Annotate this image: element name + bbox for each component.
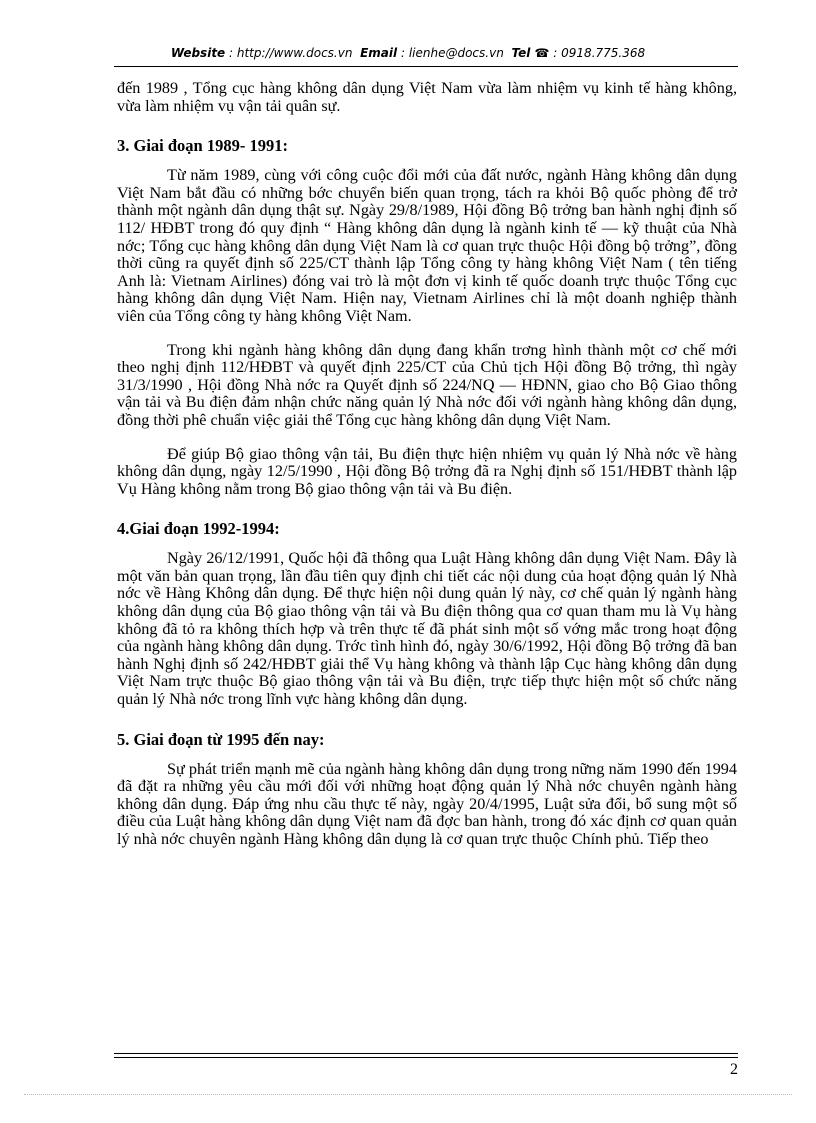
page-number: 2 bbox=[730, 1061, 738, 1078]
phone-label: Tel ☎ bbox=[511, 46, 550, 60]
footer-divider-bottom bbox=[114, 1057, 738, 1058]
footer-divider-top bbox=[114, 1053, 738, 1054]
section-4-heading: 4.Giai đoạn 1992-1994: bbox=[117, 519, 280, 539]
intro-paragraph: đến 1989 , Tổng cục hàng không dân dụng Việt Nam vừa làm nhiệm vụ kinh tế hàng không, vừa làm nhiệm vụ vận tải quân sự. bbox=[117, 79, 737, 115]
section-4-paragraph-1: Ngày 26/12/1991, Quốc hội đã thông qua Luật Hàng không dân dụng Việt Nam. Đây là một văn bản quan trọng, lần đầu tiên quy định chi tiết các nội dung của hoạt động quản lý Nhà nớc về Hàng Không dân dụng. Để thực hiện nội dung quản lý này, cơ chế quản lý ngành hàng không dân dụng của Bộ giao thông vận tải và Bu điện thông qua cơ quan tham mu là Vụ hàng không đã tỏ ra không thích hợp và trên thực tế đã phát sinh một số vớng mắc trong hoạt động của ngành hàng không dân dụng. Trớc tình hình đó, ngày 30/6/1992, Hội đồng Bộ trởng đã ban hành Nghị định số 242/HĐBT giải thể Vụ hàng không và thành lập Cục hàng không dân dụng Việt Nam trực thuộc Bộ giao thông vận tải và Bu điện, trực tiếp thực hiện một số chức năng quản lý Nhà nớc trong lĩnh vực hàng không dân dụng. bbox=[117, 549, 737, 709]
section-3-paragraph-2: Trong khi ngành hàng không dân dụng đang khẩn trơng hình thành một cơ chế mới theo nghị định 112/HĐBT và quyết định 225/CT của Chủ tịch Hội đồng Bộ trởng, thì ngày 31/3/1990 , Hội đồng Nhà nớc ra Quyết định số 224/NQ — HĐNN, giao cho Bộ Giao thông vận tải và Bu điện đảm nhận chức năng quản lý Nhà nớc đối với ngành hàng không dân dụng, đồng thời phê chuẩn việc giải thể Tổng cục hàng không dân dụng Việt Nam. bbox=[117, 340, 737, 429]
page-bottom-border bbox=[24, 1094, 792, 1095]
email-address: : lienhe@docs.vn bbox=[400, 46, 504, 60]
header-divider bbox=[114, 66, 738, 67]
section-3-paragraph-1: Từ năm 1989, cùng với công cuộc đổi mới của đất nước, ngành Hàng không dân dụng Việt Nam bắt đầu có những bớc chuyển biến quan trọng, tách ra khỏi Bộ quốc phòng để trở thành một ngành dân dụng thật sự. Ngày 29/8/1989, Hội đồng Bộ trởng ban hành nghị định số 112/ HĐBT trong đó quy định “ Hàng không dân dụng là ngành kinh tế — kỹ thuật của Nhà nớc; Tổng cục hàng không dân dụng Việt Nam là cơ quan trực thuộc Hội đồng bộ trởng”, đồng thời cũng ra quyết định số 225/CT thành lập Tổng công ty hàng không Việt Nam ( tên tiếng Anh là: Vietnam Airlines) đóng vai trò là một đơn vị kinh tế quốc doanh trực thuộc Tổng cục hàng không dân dụng Việt Nam. Hiện nay, Vietnam Airlines chỉ là một doanh nghiệp thành viên của Tổng công ty hàng không Việt Nam. bbox=[117, 166, 737, 325]
section-3-paragraph-3: Để giúp Bộ giao thông vận tải, Bu điện thực hiện nhiệm vụ quản lý Nhà nớc về hàng không dân dụng, ngày 12/5/1990 , Hội đồng Bộ trởng đã ra Nghị định số 151/HĐBT thành lập Vụ Hàng không nằm trong Bộ giao thông vận tải và Bu điện. bbox=[117, 444, 737, 498]
document-body bbox=[117, 80, 737, 849]
page-header bbox=[0, 46, 816, 60]
website-url: : http://www.docs.vn bbox=[229, 46, 353, 60]
section-5-paragraph-1: Sự phát triển mạnh mẽ của ngành hàng không dân dụng trong nững năm 1990 đến 1994 đã đặt ra những yêu cầu mới đối với những hoạt động quản lý Nhà nớc chuyên ngành hàng không dân dụng. Đáp ứng nhu cầu thực tế này, ngày 20/4/1995, Luật sửa đổi, bổ sung một số điều của Luật hàng không dân dụng Việt nam đã đợc ban hành, trong đó xác định cơ quan quản lý nhà nớc chuyên ngành Hàng không dân dụng là cơ quan trực thuộc Chính phủ. Tiếp theo bbox=[117, 759, 737, 848]
email-label: Email bbox=[360, 46, 398, 60]
phone-number: : 0918.775.368 bbox=[553, 46, 646, 60]
section-3-heading: 3. Giai đoạn 1989- 1991: bbox=[117, 136, 288, 156]
section-5-heading: 5. Giai đoạn từ 1995 đến nay: bbox=[117, 729, 325, 749]
website-label: Website bbox=[170, 46, 226, 60]
